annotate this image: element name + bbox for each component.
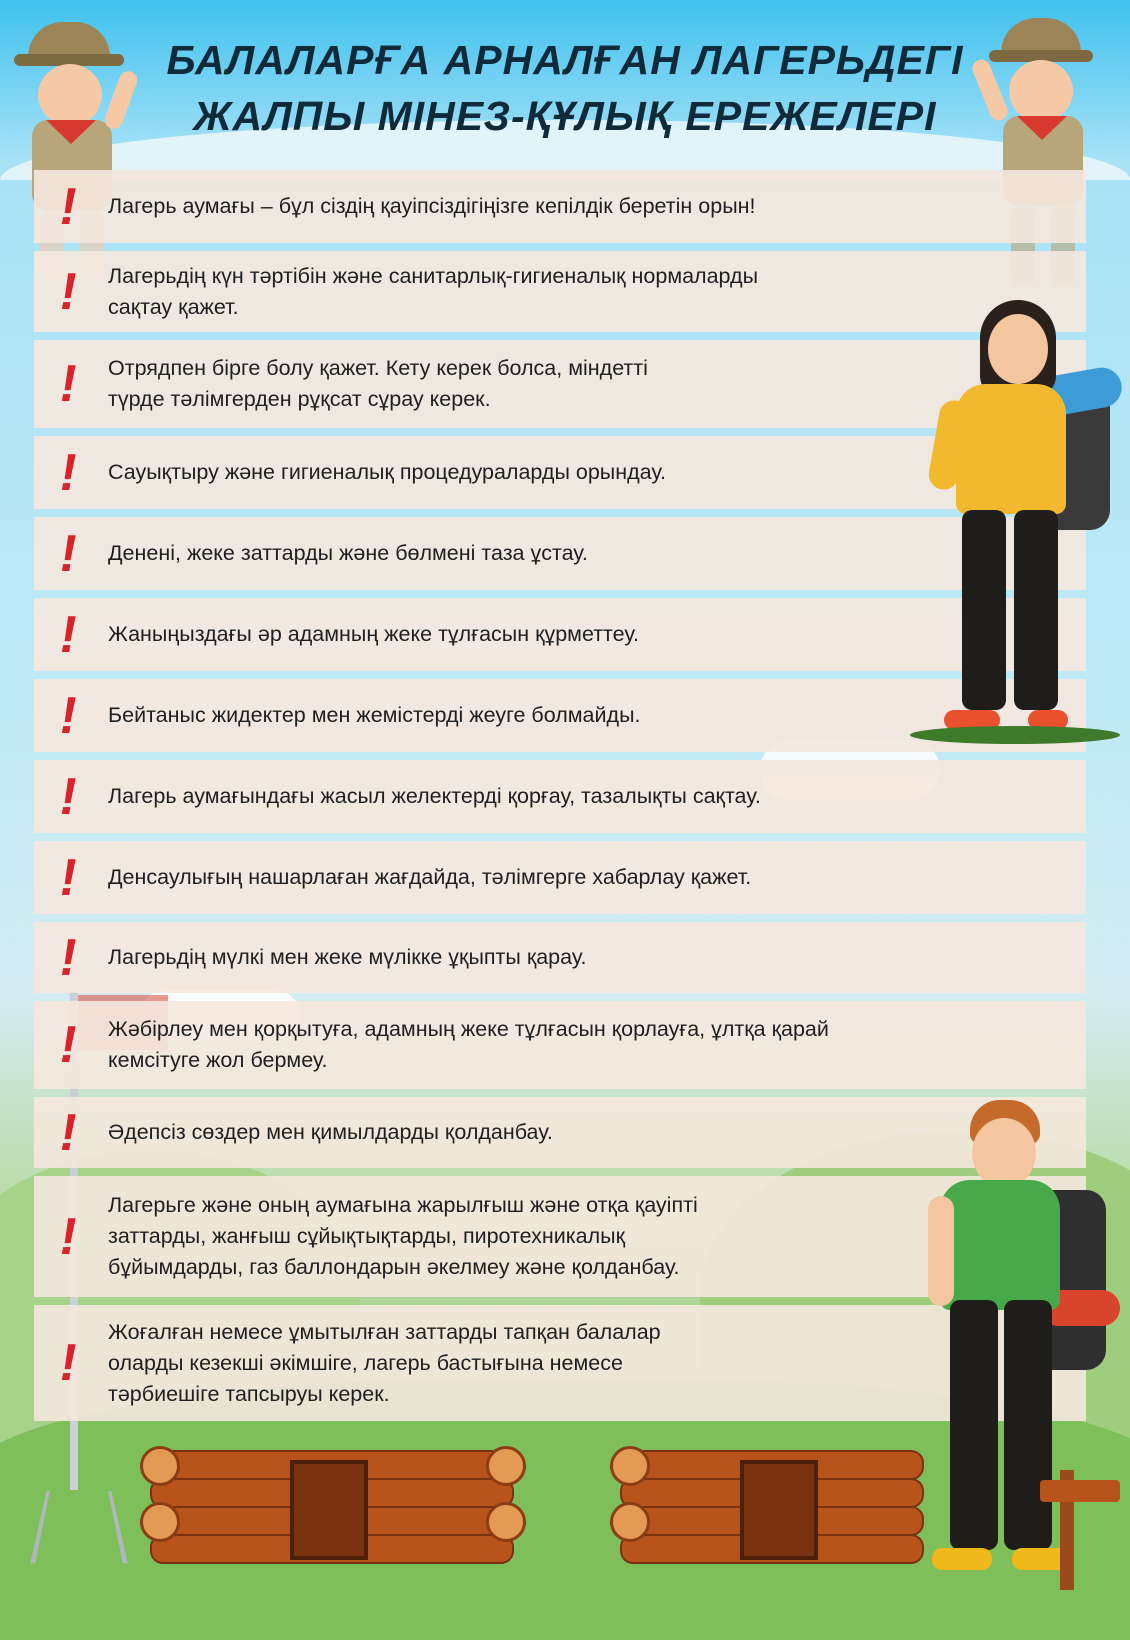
exclamation-icon: ! (54, 928, 83, 987)
wooden-sign (1040, 1480, 1120, 1502)
rule-text: Лагерьдің мүлкі мен жеке мүлікке ұқыпты қарау. (108, 945, 587, 969)
exclamation-icon: ! (54, 848, 83, 907)
log-cabin-right (620, 1450, 920, 1560)
rule-text: Жәбірлеу мен қорқытуға, адамның жеке тұлғасын қорлауға, ұлтқа қарай кемсітуге жол бермеу. (108, 1017, 829, 1072)
rule-text: Лагерь аумағындағы жасыл желектерді қорғау, тазалықты сақтау. (108, 784, 761, 808)
exclamation-icon: ! (54, 605, 83, 664)
exclamation-icon: ! (54, 1334, 83, 1392)
exclamation-icon: ! (54, 177, 83, 236)
rule-item (34, 170, 1086, 243)
exclamation-icon: ! (54, 1016, 83, 1074)
rule-text: Денсаулығың нашарлаған жағдайда, тәлімгерге хабарлау қажет. (108, 865, 752, 889)
rule-item (34, 922, 1086, 993)
rule-text: Жаныңыздағы әр адамның жеке тұлғасын құрметтеу. (108, 622, 639, 646)
title-line-1: БАЛАЛАРҒА АРНАЛҒАН ЛАГЕРЬДЕГІ (166, 37, 964, 83)
rule-text: Денені, жеке заттарды және бөлмені таза ұстау. (108, 541, 588, 565)
page-title (0, 32, 1130, 144)
rule-text: Жоғалған немесе ұмытылған заттарды тапқан балалар оларды кезекші әкімшіге, лагерь бастығына немесе тәрбиешіге тапсыруы керек. (108, 1319, 661, 1406)
rule-item (34, 760, 1086, 833)
rule-text: Отрядпен бірге болу қажет. Кету керек болса, міндетті түрде тәлімгерден рұқсат сұрау керек. (108, 356, 648, 411)
rule-text: Әдепсіз сөздер мен қимылдарды қолданбау. (108, 1120, 553, 1144)
log-cabin-left (150, 1450, 510, 1560)
hiker-man-illustration (920, 1100, 1120, 1600)
flag-pole-base (30, 1491, 128, 1563)
exclamation-icon: ! (54, 1207, 83, 1266)
exclamation-icon: ! (54, 1103, 83, 1162)
exclamation-icon: ! (54, 686, 83, 745)
rule-item (34, 1001, 1086, 1089)
rule-text: Бейтаныс жидектер мен жемістерді жеуге болмайды. (108, 703, 641, 727)
hiker-woman-illustration (920, 300, 1120, 770)
exclamation-icon: ! (54, 355, 83, 413)
exclamation-icon: ! (54, 767, 83, 826)
rule-text: Лагерьге және оның аумағына жарылғыш және отқа қауіпті заттарды, жанғыш сұйықтықтарды, пиротехникалық бұйымдарды, газ баллондарын әкелмеу және қолданбау. (108, 1193, 698, 1279)
exclamation-icon: ! (54, 524, 83, 583)
title-line-2: ЖАЛПЫ МІНЕЗ-ҚҰЛЫҚ ЕРЕЖЕЛЕРІ (193, 93, 937, 139)
rule-text: Лагерь аумағы – бұл сіздің қауіпсіздігіңізге кепілдік беретін орын! (108, 194, 756, 218)
rule-text: Сауықтыру және гигиеналық процедураларды орындау. (108, 460, 666, 484)
exclamation-icon: ! (54, 443, 83, 502)
exclamation-icon: ! (54, 262, 83, 321)
rule-text: Лагерьдің күн тәртібін және санитарлық-гигиеналық нормаларды сақтау қажет. (108, 263, 759, 319)
rule-item (34, 841, 1086, 914)
